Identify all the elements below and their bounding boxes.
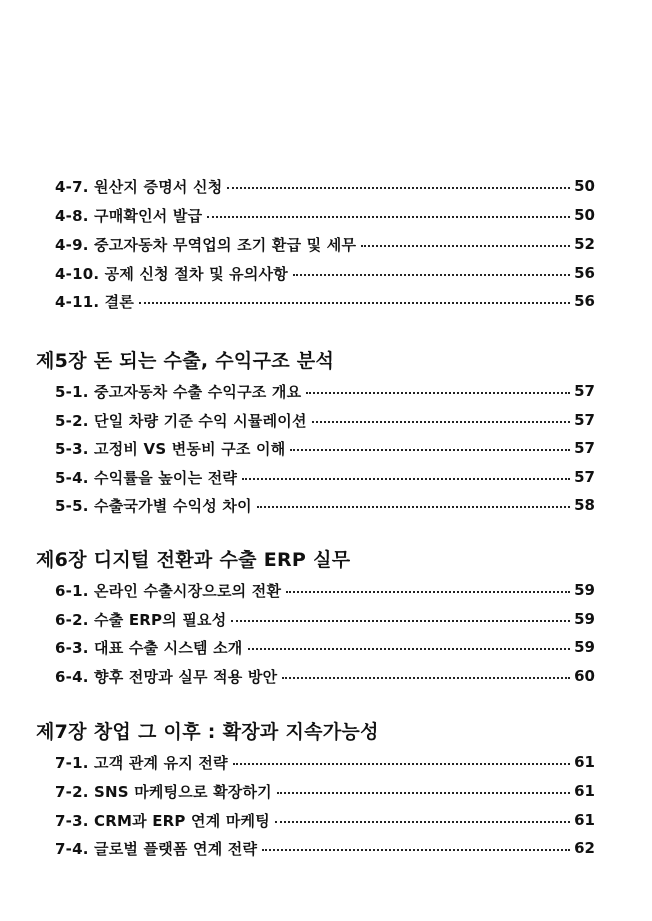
toc-entry-label: 6-4. 향후 전망과 실무 적용 방안 — [55, 667, 278, 686]
toc-entry-5-5[interactable] — [55, 493, 595, 517]
toc-entry-6-2[interactable] — [55, 607, 595, 631]
dot-leader — [293, 273, 570, 276]
toc-entry-label: 4-10. 공제 신청 절차 및 유의사항 — [55, 264, 288, 283]
toc-entry-7-4[interactable] — [55, 836, 595, 860]
toc-entry-label: 5-4. 수익률을 높이는 전략 — [55, 468, 238, 487]
toc-entry-4-7[interactable] — [55, 174, 595, 198]
toc-entry-page: 60 — [574, 667, 595, 685]
toc-entry-label: 7-3. CRM과 ERP 연계 마케팅 — [55, 811, 270, 830]
dot-leader — [231, 619, 570, 622]
toc-entry-page: 50 — [574, 206, 595, 224]
toc-entry-label: 6-2. 수출 ERP의 필요성 — [55, 610, 227, 629]
chapter-5-heading[interactable]: 제5장 돈 되는 수출, 수익구조 분석 — [36, 349, 335, 372]
toc-entry-page: 59 — [574, 638, 595, 656]
toc-entry-label: 4-8. 구매확인서 발급 — [55, 206, 203, 225]
toc-entry-7-3[interactable] — [55, 808, 595, 832]
toc-entry-page: 57 — [574, 382, 595, 400]
toc-entry-label: 4-7. 원산지 증명서 신청 — [55, 177, 223, 196]
toc-entry-page: 56 — [574, 292, 595, 310]
toc-entry-6-4[interactable] — [55, 664, 595, 688]
toc-entry-label: 4-9. 중고자동차 무역업의 조기 환급 및 세무 — [55, 235, 357, 254]
dot-leader — [361, 244, 570, 247]
dot-leader — [312, 420, 570, 423]
dot-leader — [139, 301, 570, 304]
toc-entry-page: 59 — [574, 610, 595, 628]
dot-leader — [248, 647, 571, 650]
toc-entry-page: 56 — [574, 264, 595, 282]
toc-entry-4-9[interactable] — [55, 232, 595, 256]
chapter-6-heading[interactable]: 제6장 디지털 전환과 수출 ERP 실무 — [36, 548, 351, 571]
dot-leader — [233, 762, 570, 765]
dot-leader — [262, 848, 570, 851]
toc-entry-label: 5-5. 수출국가별 수익성 차이 — [55, 496, 252, 515]
toc-entry-7-2[interactable] — [55, 779, 595, 803]
toc-entry-page: 57 — [574, 439, 595, 457]
toc-entry-label: 7-1. 고객 관계 유지 전략 — [55, 753, 228, 772]
toc-entry-page: 52 — [574, 235, 595, 253]
toc-entry-page: 57 — [574, 468, 595, 486]
toc-entry-5-4[interactable] — [55, 465, 595, 489]
toc-entry-page: 50 — [574, 177, 595, 195]
toc-entry-page: 61 — [574, 782, 595, 800]
dot-leader — [227, 186, 570, 189]
toc-entry-7-1[interactable] — [55, 750, 595, 774]
toc-entry-label: 5-3. 고정비 VS 변동비 구조 이해 — [55, 439, 286, 458]
dot-leader — [282, 676, 570, 679]
toc-entry-label: 5-1. 중고자동차 수출 수익구조 개요 — [55, 382, 302, 401]
toc-entry-page: 62 — [574, 839, 595, 857]
toc-entry-4-11[interactable] — [55, 289, 595, 313]
dot-leader — [207, 215, 570, 218]
toc-entry-6-3[interactable] — [55, 635, 595, 659]
toc-entry-4-8[interactable] — [55, 203, 595, 227]
toc-entry-label: 6-1. 온라인 수출시장으로의 전환 — [55, 581, 282, 600]
toc-entry-label: 7-4. 글로벌 플랫폼 연계 전략 — [55, 839, 258, 858]
toc-entry-5-1[interactable] — [55, 379, 595, 403]
dot-leader — [242, 477, 570, 480]
chapter-7-heading[interactable]: 제7장 창업 그 이후 : 확장과 지속가능성 — [36, 720, 379, 743]
dot-leader — [257, 505, 570, 508]
toc-entry-5-2[interactable] — [55, 408, 595, 432]
toc-entry-label: 7-2. SNS 마케팅으로 확장하기 — [55, 782, 272, 801]
toc-entry-page: 61 — [574, 811, 595, 829]
toc-entry-page: 59 — [574, 581, 595, 599]
dot-leader — [306, 391, 570, 394]
dot-leader — [277, 791, 570, 794]
toc-entry-label: 6-3. 대표 수출 시스템 소개 — [55, 638, 243, 657]
dot-leader — [275, 820, 570, 823]
toc-entry-5-3[interactable] — [55, 436, 595, 460]
toc-entry-page: 61 — [574, 753, 595, 771]
toc-entry-label: 5-2. 단일 차량 기준 수익 시뮬레이션 — [55, 411, 307, 430]
dot-leader — [290, 448, 570, 451]
toc-entry-page: 58 — [574, 496, 595, 514]
toc-entry-page: 57 — [574, 411, 595, 429]
dot-leader — [286, 590, 570, 593]
toc-entry-label: 4-11. 결론 — [55, 292, 135, 311]
toc-entry-6-1[interactable] — [55, 578, 595, 602]
toc-entry-4-10[interactable] — [55, 261, 595, 285]
